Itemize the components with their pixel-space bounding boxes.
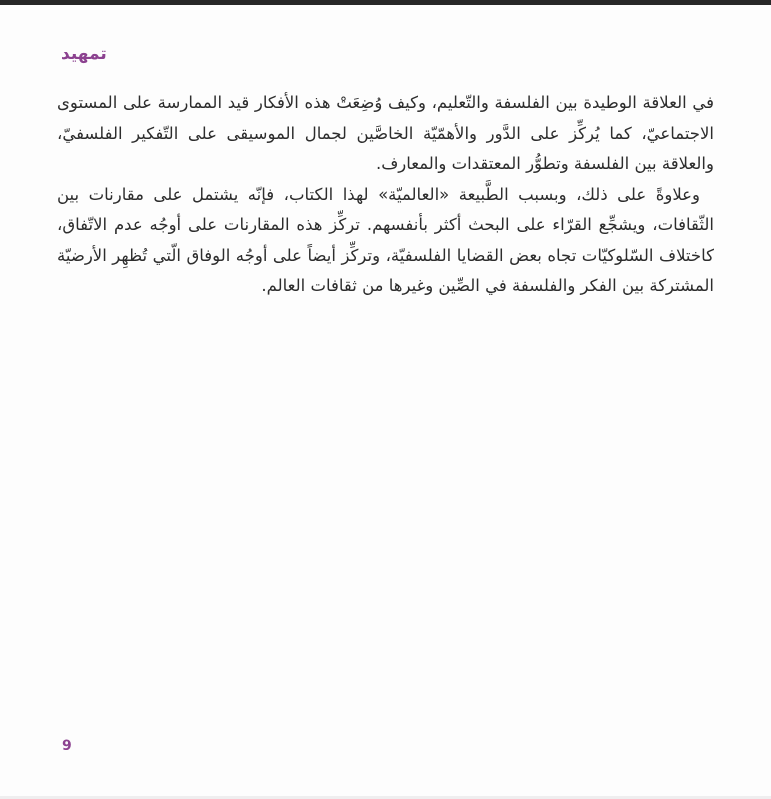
paragraph-1: في العلاقة الوطيدة بين الفلسفة والتّعليم، وكيف وُضِعَتْ هذه الأفكار قيد الممارسة على المستوى الاجتماعيّ، كما يُركِّز على الدَّور والأهمّيّة الخاصَّين لجمال الموسيقى على التّفكير الفلسفيّ، والعلاقة بين الفلسفة وتطوُّر المعتقدات والمعارف.	[57, 93, 714, 173]
chapter-heading: تمهيد	[61, 44, 107, 64]
body-text-block	[57, 88, 714, 302]
page-number: 9	[62, 738, 72, 754]
paragraph-2: وعلاوةً على ذلك، وبسبب الطَّبيعة «العالميّة» لهذا الكتاب، فإنّه يشتمل على مقارنات بين الثّقافات، ويشجِّع القرّاء على البحث أكثر بأنفسهم. تركِّز هذه المقارنات على أوجُه عدم الاتّفاق، كاختلاف السّلوكيّات تجاه بعض القضايا الفلسفيّة، وتركِّز أيضاً على أوجُه الوفاق الّتي تُظهِر الأرضيّة المشتركة بين الفكر والفلسفة في الصِّين وغيرها من ثقافات العالم.	[57, 184, 714, 295]
page-top-edge-bar	[0, 0, 771, 5]
